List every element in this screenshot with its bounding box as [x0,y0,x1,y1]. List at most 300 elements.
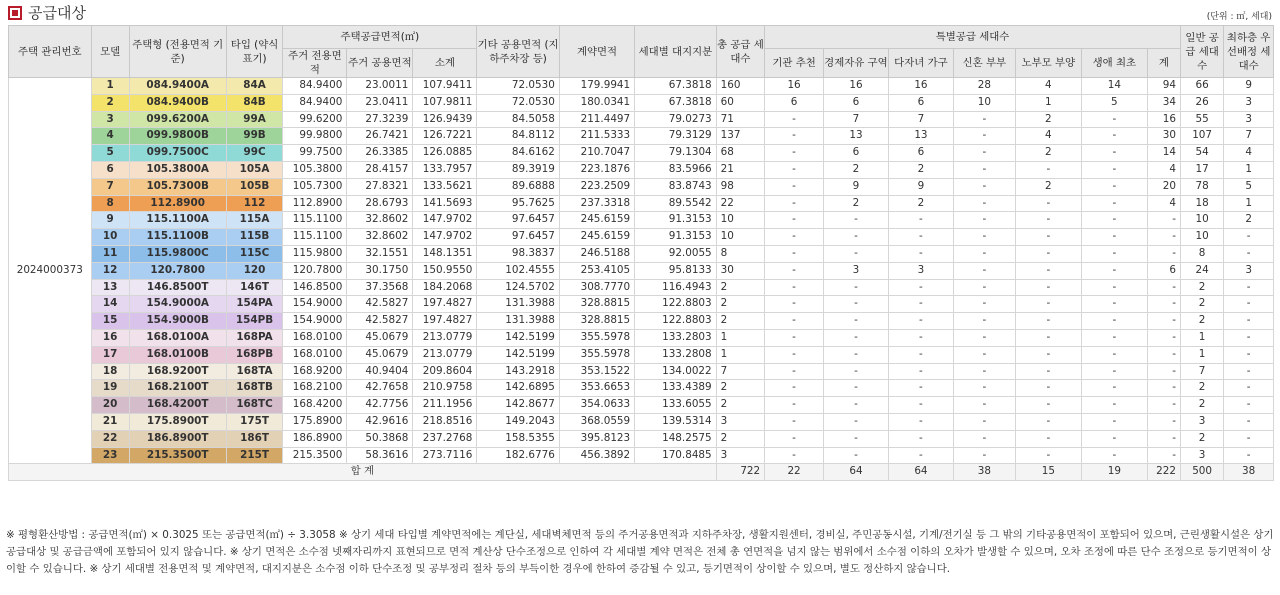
sp-firsttime-cell: - [1081,346,1147,363]
type-cell: 146T [226,279,283,296]
sp-institution-cell: 6 [765,94,824,111]
sp-firsttime-cell: - [1081,279,1147,296]
exclusive-cell: 175.8900 [283,413,347,430]
total-units-cell: 1 [716,346,764,363]
type-cell: 84A [226,78,283,95]
exclusive-cell: 168.4200 [283,397,347,414]
sp-economic-cell: 13 [823,128,888,145]
total-units-cell: 71 [716,111,764,128]
sp-parents-cell: - [1015,447,1081,464]
contract-area-cell: 211.5333 [559,128,634,145]
lowest-floor-cell: 5 [1224,178,1274,195]
house-type-cell: 215.3500T [129,447,226,464]
land-share-cell: 148.2575 [635,430,717,447]
sp-economic-cell: - [823,329,888,346]
land-share-cell: 122.8803 [635,313,717,330]
table-row [9,178,1274,195]
house-type-cell: 168.2100T [129,380,226,397]
sp-newlywed-cell: 10 [953,94,1015,111]
sp-sum-cell: 16 [1147,111,1180,128]
table-row [9,195,1274,212]
total-units-cell: 30 [716,262,764,279]
land-share-cell: 134.0022 [635,363,717,380]
contract-area-cell: 355.5978 [559,346,634,363]
other-common-cell: 95.7625 [477,195,560,212]
house-type-cell: 146.8500T [129,279,226,296]
land-share-cell: 91.3153 [635,229,717,246]
common-cell: 42.7658 [347,380,413,397]
lowest-floor-cell: - [1224,380,1274,397]
sp-institution-cell: - [765,245,824,262]
land-share-cell: 133.2803 [635,329,717,346]
other-common-cell: 97.6457 [477,212,560,229]
sp-multichild-cell: - [888,245,953,262]
exclusive-cell: 99.9800 [283,128,347,145]
sp-institution-cell: - [765,413,824,430]
model-cell: 7 [91,178,129,195]
subtotal-cell: 148.1351 [413,245,477,262]
land-share-cell: 67.3818 [635,78,717,95]
header-sp-parents: 노부모 부양 [1015,49,1081,78]
sp-newlywed-cell: 28 [953,78,1015,95]
sp-economic-cell: - [823,229,888,246]
common-cell: 42.9616 [347,413,413,430]
model-cell: 17 [91,346,129,363]
sp-sum-cell: - [1147,346,1180,363]
general-cell: 26 [1180,94,1223,111]
sp-multichild-cell: - [888,430,953,447]
header-sp-institution: 기관 추천 [765,49,824,78]
type-cell: 99B [226,128,283,145]
header-sp-firsttime: 생애 최초 [1081,49,1147,78]
contract-area-cell: 211.4497 [559,111,634,128]
house-type-cell: 168.0100A [129,329,226,346]
type-cell: 99A [226,111,283,128]
subtotal-cell: 133.5621 [413,178,477,195]
subtotal-cell: 126.7221 [413,128,477,145]
lowest-floor-cell: 9 [1224,78,1274,95]
other-common-cell: 131.3988 [477,296,560,313]
sp-sum-cell: - [1147,413,1180,430]
sp-institution-cell: - [765,145,824,162]
sp-parents-cell: - [1015,329,1081,346]
common-cell: 42.5827 [347,296,413,313]
sp-multichild-cell: - [888,380,953,397]
sp-institution-cell: - [765,279,824,296]
header-contract-area: 계약면적 [559,26,634,78]
other-common-cell: 142.6895 [477,380,560,397]
sp-newlywed-cell: - [953,245,1015,262]
sp-newlywed-cell: - [953,296,1015,313]
sp-firsttime-cell: - [1081,329,1147,346]
type-cell: 99C [226,145,283,162]
model-cell: 20 [91,397,129,414]
sp-sum-cell: - [1147,229,1180,246]
common-cell: 50.3868 [347,430,413,447]
common-cell: 30.1750 [347,262,413,279]
general-cell: 10 [1180,212,1223,229]
sp-institution-cell: - [765,111,824,128]
other-common-cell: 98.3837 [477,245,560,262]
sp-sum-cell: 6 [1147,262,1180,279]
sp-multichild-cell: 3 [888,262,953,279]
sp-economic-cell: - [823,447,888,464]
sp-parents-cell: - [1015,262,1081,279]
sp-multichild-cell: - [888,363,953,380]
sp-economic-cell: 6 [823,145,888,162]
sp-newlywed-cell: - [953,363,1015,380]
sp-multichild-cell: - [888,313,953,330]
sp-firsttime-cell: - [1081,195,1147,212]
sp-parents-cell: 4 [1015,128,1081,145]
other-common-cell: 89.3919 [477,161,560,178]
sp-economic-cell: - [823,313,888,330]
header-total-units: 총 공급 세대수 [716,26,764,78]
sp-newlywed-cell: - [953,195,1015,212]
common-cell: 32.8602 [347,229,413,246]
other-common-cell: 182.6776 [477,447,560,464]
sp-newlywed-cell: - [953,413,1015,430]
sp-sum-cell: - [1147,313,1180,330]
type-cell: 115A [226,212,283,229]
lowest-floor-cell: - [1224,296,1274,313]
lowest-floor-cell: - [1224,279,1274,296]
sp-multichild-cell: - [888,296,953,313]
model-cell: 12 [91,262,129,279]
sp-sum-cell: - [1147,245,1180,262]
sp-firsttime-cell: - [1081,111,1147,128]
common-cell: 26.3385 [347,145,413,162]
type-cell: 154PA [226,296,283,313]
contract-area-cell: 210.7047 [559,145,634,162]
footnote: ※ 평형환산방법 : 공급면적(㎡) × 0.3025 또는 공급면적(㎡) ÷ 3.3058 ※ 상기 세대 타입별 계약면적에는 계단실, 세대벽체면적 등의 주거공용면적과 지하주차장, 생활지원센터, 경비실, 주민공동시설, 기계/전기실 등 그 밖의 기타공용면적이 포함되어 있으며, 근린생활시설은 상기 공급대상 및 공급금액에 포함되어 있지 않습니다. ※ 상기 면적은 소수점 넷째자리까지 표현되므로 면적 계산상 단수조정으로 인하여 각 세대별 계약 면적은 전체 총 연면적을 넘지 않는 범위에서 소수점 이하의 오차가 발생할 수 있으며, 오차 조정에 따른 단수 조정으로 등기면적이 상이할 수 있습니다. ※ 상기 세대별 전용면적 및 계약면적, 대지지분은 소수점 이하 단수조정 및 공부정리 절차 등의 부득이한 경우에 한하여 증감될 수 있고, 등기면적이 상이할 수 있으며, 별도 정산하지 않습니다. [6,529,1274,575]
sp-multichild-cell: 13 [888,128,953,145]
exclusive-cell: 168.9200 [283,363,347,380]
exclusive-cell: 168.0100 [283,346,347,363]
unit-label: (단위 : ㎡, 세대) [1206,12,1272,22]
lowest-floor-cell: - [1224,413,1274,430]
sp-firsttime-cell: - [1081,229,1147,246]
general-cell: 2 [1180,296,1223,313]
exclusive-cell: 215.3500 [283,447,347,464]
table-row [9,329,1274,346]
general-cell: 8 [1180,245,1223,262]
total-institution-cell: 22 [765,464,824,481]
exclusive-cell: 168.2100 [283,380,347,397]
header-subtotal: 소계 [413,49,477,78]
house-type-cell: 115.1100B [129,229,226,246]
title-row [0,0,1280,24]
common-cell: 45.0679 [347,346,413,363]
sp-institution-cell: - [765,329,824,346]
lowest-floor-cell: - [1224,447,1274,464]
sp-firsttime-cell: - [1081,262,1147,279]
subtotal-cell: 197.4827 [413,296,477,313]
land-share-cell: 83.8743 [635,178,717,195]
table-row [9,363,1274,380]
total-units-cell: 7 [716,363,764,380]
sp-parents-cell: 2 [1015,178,1081,195]
sp-parents-cell: - [1015,161,1081,178]
exclusive-cell: 154.9000 [283,313,347,330]
total-parents-cell: 15 [1015,464,1081,481]
total-units-cell: 2 [716,397,764,414]
sp-economic-cell: - [823,245,888,262]
sp-multichild-cell: - [888,329,953,346]
other-common-cell: 143.2918 [477,363,560,380]
sp-firsttime-cell: - [1081,380,1147,397]
header-lowest-floor: 최하층 우선배정 세대수 [1224,26,1274,78]
lowest-floor-cell: 7 [1224,128,1274,145]
house-type-cell: 154.9000A [129,296,226,313]
sp-newlywed-cell: - [953,229,1015,246]
sp-parents-cell: - [1015,397,1081,414]
sp-firsttime-cell: - [1081,245,1147,262]
other-common-cell: 142.5199 [477,346,560,363]
sp-newlywed-cell: - [953,128,1015,145]
lowest-floor-cell: - [1224,313,1274,330]
sp-multichild-cell: - [888,229,953,246]
sp-parents-cell: - [1015,313,1081,330]
sp-newlywed-cell: - [953,313,1015,330]
total-units-cell: 160 [716,78,764,95]
exclusive-cell: 84.9400 [283,94,347,111]
sp-multichild-cell: 6 [888,94,953,111]
total-units-cell: 2 [716,430,764,447]
type-cell: 154PB [226,313,283,330]
table-row [9,279,1274,296]
sp-economic-cell: - [823,413,888,430]
total-units-cell: 21 [716,161,764,178]
sp-economic-cell: - [823,363,888,380]
exclusive-cell: 120.7800 [283,262,347,279]
sp-newlywed-cell: - [953,430,1015,447]
type-cell: 186T [226,430,283,447]
model-cell: 23 [91,447,129,464]
exclusive-cell: 146.8500 [283,279,347,296]
land-share-cell: 116.4943 [635,279,717,296]
table-row [9,145,1274,162]
total-units-cell: 2 [716,279,764,296]
subtotal-cell: 141.5693 [413,195,477,212]
contract-area-cell: 354.0633 [559,397,634,414]
sp-parents-cell: - [1015,346,1081,363]
sp-sum-cell: 14 [1147,145,1180,162]
sp-newlywed-cell: - [953,161,1015,178]
type-cell: 105B [226,178,283,195]
lowest-floor-cell: 4 [1224,145,1274,162]
common-cell: 45.0679 [347,329,413,346]
header-supply-area: 주택공급면적(㎡) [283,26,477,49]
land-share-cell: 139.5314 [635,413,717,430]
total-units-cell: 2 [716,380,764,397]
table-row [9,346,1274,363]
exclusive-cell: 112.8900 [283,195,347,212]
table-row [9,78,1274,95]
table-row [9,128,1274,145]
sp-parents-cell: - [1015,380,1081,397]
model-cell: 5 [91,145,129,162]
contract-area-cell: 328.8815 [559,313,634,330]
house-type-cell: 186.8900T [129,430,226,447]
subtotal-cell: 213.0779 [413,329,477,346]
sp-multichild-cell: - [888,279,953,296]
sp-institution-cell: - [765,363,824,380]
sp-institution-cell: 16 [765,78,824,95]
other-common-cell: 97.6457 [477,229,560,246]
sp-sum-cell: 4 [1147,195,1180,212]
common-cell: 27.8321 [347,178,413,195]
model-cell: 13 [91,279,129,296]
table-header [9,26,1274,78]
table-row [9,296,1274,313]
sp-institution-cell: - [765,229,824,246]
type-cell: 112 [226,195,283,212]
contract-area-cell: 223.2509 [559,178,634,195]
general-cell: 24 [1180,262,1223,279]
model-cell: 19 [91,380,129,397]
lowest-floor-cell: 2 [1224,212,1274,229]
sp-multichild-cell: - [888,413,953,430]
sp-institution-cell: - [765,161,824,178]
total-economic-cell: 64 [823,464,888,481]
other-common-cell: 131.3988 [477,313,560,330]
sp-parents-cell: - [1015,430,1081,447]
house-type-cell: 084.9400A [129,78,226,95]
sp-economic-cell: 2 [823,161,888,178]
lowest-floor-cell: - [1224,329,1274,346]
total-units-cell: 8 [716,245,764,262]
table-row [9,262,1274,279]
general-cell: 2 [1180,380,1223,397]
sp-sum-cell: - [1147,329,1180,346]
total-firsttime-cell: 19 [1081,464,1147,481]
type-cell: 120 [226,262,283,279]
contract-area-cell: 308.7770 [559,279,634,296]
land-share-cell: 79.3129 [635,128,717,145]
table-row [9,212,1274,229]
sp-newlywed-cell: - [953,145,1015,162]
sp-firsttime-cell: - [1081,363,1147,380]
land-share-cell: 89.5542 [635,195,717,212]
lowest-floor-cell: 1 [1224,161,1274,178]
type-cell: 175T [226,413,283,430]
general-cell: 2 [1180,430,1223,447]
table-row [9,94,1274,111]
house-type-cell: 115.1100A [129,212,226,229]
header-special: 특별공급 세대수 [765,26,1181,49]
sp-sum-cell: - [1147,430,1180,447]
sp-multichild-cell: 7 [888,111,953,128]
exclusive-cell: 115.9800 [283,245,347,262]
sp-institution-cell: - [765,430,824,447]
sp-sum-cell: - [1147,447,1180,464]
general-cell: 54 [1180,145,1223,162]
model-cell: 6 [91,161,129,178]
contract-area-cell: 395.8123 [559,430,634,447]
header-general: 일반 공급 세대수 [1180,26,1223,78]
sp-parents-cell: - [1015,229,1081,246]
general-cell: 2 [1180,313,1223,330]
total-units-cell: 22 [716,195,764,212]
model-cell: 9 [91,212,129,229]
lowest-floor-cell: 1 [1224,195,1274,212]
sp-multichild-cell: 2 [888,161,953,178]
subtotal-cell: 107.9411 [413,78,477,95]
sp-sum-cell: 30 [1147,128,1180,145]
header-model: 모델 [91,26,129,78]
lowest-floor-cell: - [1224,397,1274,414]
sp-parents-cell: 1 [1015,94,1081,111]
sp-newlywed-cell: - [953,111,1015,128]
model-cell: 16 [91,329,129,346]
common-cell: 32.8602 [347,212,413,229]
sp-institution-cell: - [765,447,824,464]
header-sp-sum: 계 [1147,49,1180,78]
sp-economic-cell: 16 [823,78,888,95]
header-sp-multichild: 다자녀 가구 [888,49,953,78]
other-common-cell: 149.2043 [477,413,560,430]
section-title-text: 공급대상 [28,4,86,22]
total-total-cell: 722 [716,464,764,481]
sp-sum-cell: - [1147,380,1180,397]
sp-multichild-cell: - [888,397,953,414]
lowest-floor-cell: - [1224,245,1274,262]
house-type-cell: 175.8900T [129,413,226,430]
sp-economic-cell: - [823,346,888,363]
land-share-cell: 133.2808 [635,346,717,363]
sp-economic-cell: 7 [823,111,888,128]
sp-economic-cell: - [823,279,888,296]
contract-area-cell: 355.5978 [559,329,634,346]
exclusive-cell: 105.7300 [283,178,347,195]
land-share-cell: 92.0055 [635,245,717,262]
exclusive-cell: 154.9000 [283,296,347,313]
supply-table [8,25,1274,481]
general-cell: 66 [1180,78,1223,95]
contract-area-cell: 223.1876 [559,161,634,178]
house-type-cell: 154.9000B [129,313,226,330]
other-common-cell: 89.6888 [477,178,560,195]
exclusive-cell: 84.9400 [283,78,347,95]
subtotal-cell: 184.2068 [413,279,477,296]
section-title [8,2,86,23]
other-common-cell: 142.8677 [477,397,560,414]
type-cell: 215T [226,447,283,464]
sp-firsttime-cell: - [1081,296,1147,313]
model-cell: 4 [91,128,129,145]
land-share-cell: 133.4389 [635,380,717,397]
total-lowest-cell: 38 [1224,464,1274,481]
house-type-cell: 099.9800B [129,128,226,145]
contract-area-cell: 368.0559 [559,413,634,430]
sp-economic-cell: - [823,212,888,229]
subtotal-cell: 273.7116 [413,447,477,464]
common-cell: 42.7756 [347,397,413,414]
land-share-cell: 170.8485 [635,447,717,464]
sp-sum-cell: - [1147,296,1180,313]
model-cell: 3 [91,111,129,128]
total-units-cell: 10 [716,212,764,229]
header-type: 타입 (약식표기) [226,26,283,78]
sp-firsttime-cell: 5 [1081,94,1147,111]
total-units-cell: 2 [716,313,764,330]
sp-institution-cell: - [765,178,824,195]
model-cell: 22 [91,430,129,447]
general-cell: 17 [1180,161,1223,178]
contract-area-cell: 245.6159 [559,212,634,229]
header-sp-newlywed: 신혼 부부 [953,49,1015,78]
